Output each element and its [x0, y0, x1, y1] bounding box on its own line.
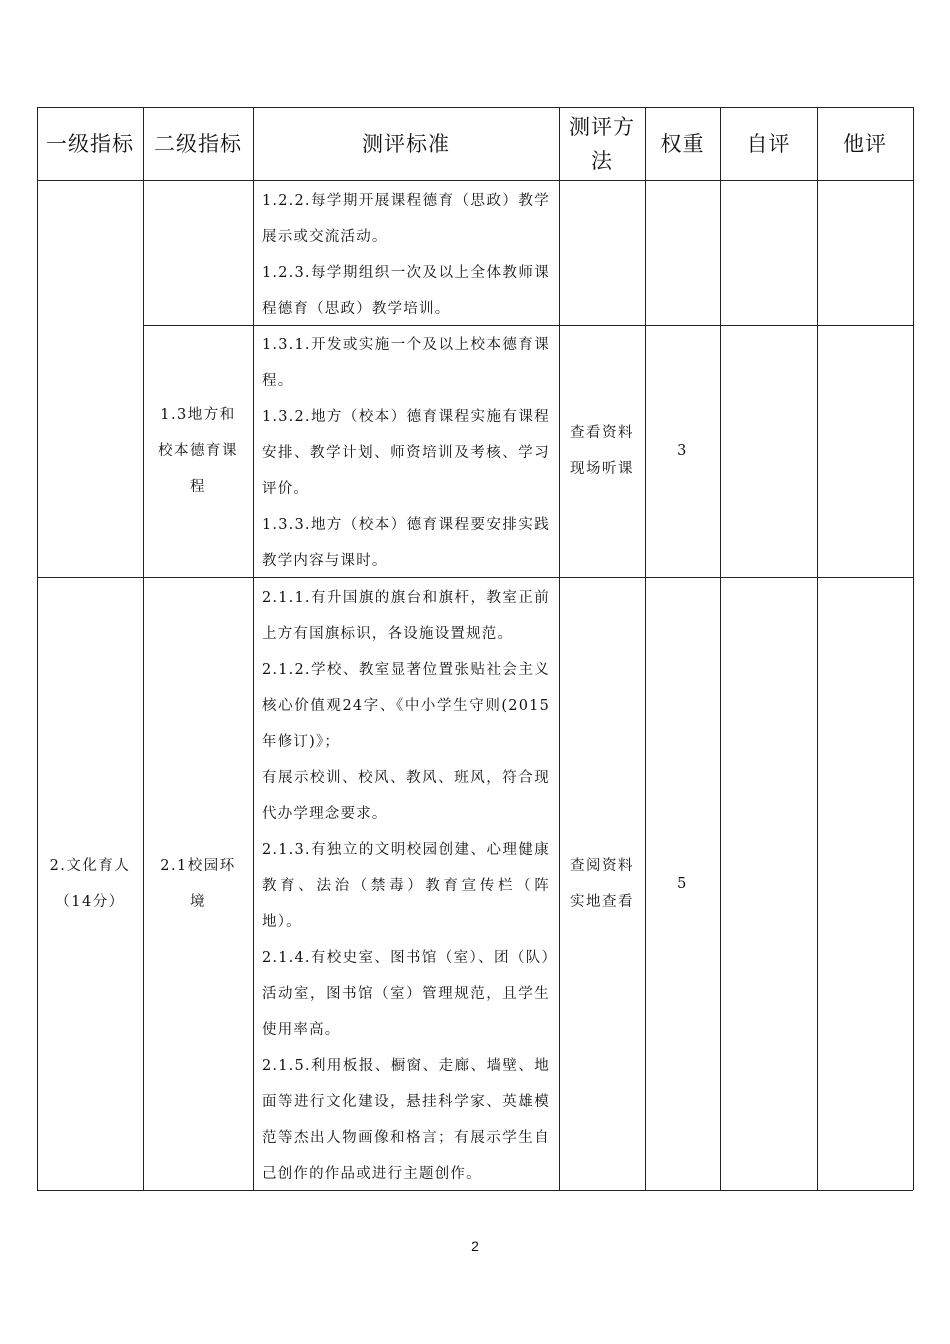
criteria-item: 1.2.2.每学期开展课程德育（思政）教学展示或交流活动。: [262, 193, 550, 245]
criteria-item: 2.1.2.学校、教室显著位置张贴社会主义核心价值观24字、《中小学生守则(2015年修订)》；: [262, 662, 550, 750]
header-method-line1: 测评方: [569, 114, 635, 139]
criteria-item: 1.3.1.开发或实施一个及以上校本德育课程。: [262, 337, 550, 389]
header-method-line2: 法: [591, 148, 613, 173]
header-other-eval-text: 他评: [843, 131, 887, 156]
method-line: 现场听课: [570, 461, 634, 477]
method-line: 查阅资料: [570, 857, 634, 874]
page-number: 2: [471, 1238, 479, 1254]
method-line: 实地查看: [570, 893, 634, 910]
criteria-item: 2.1.1.有升国旗的旗台和旗杆，教室正前上方有国旗标识，各设施设置规范。: [262, 590, 550, 642]
level2-line: 境: [190, 893, 206, 910]
level2-line: 1.3地方和: [160, 407, 236, 423]
header-criteria: [253, 107, 559, 180]
method-cell: [559, 325, 645, 577]
criteria-item: 1.3.3.地方（校本）德育课程要安排实践教学内容与课时。: [262, 517, 550, 569]
header-divider: [37, 180, 913, 181]
level2-cell: [143, 325, 253, 577]
header-method: [559, 107, 645, 180]
header-self-eval: [720, 107, 817, 180]
criteria-item: 1.2.3.每学期组织一次及以上全体教师课程德育（思政）教学培训。: [262, 265, 550, 317]
header-weight-text: 权重: [660, 131, 705, 156]
level2-line: 程: [190, 479, 206, 495]
criteria-item: 1.3.2.地方（校本）德育课程实施有课程安排、教学计划、师资培训及考核、学习评价。: [262, 409, 550, 497]
column-divider: [253, 107, 254, 1190]
level2-cell: [143, 577, 253, 1190]
criteria-cell: [262, 327, 550, 579]
table-border-right: [913, 107, 914, 1190]
level1-line: 2.文化育人: [49, 857, 131, 874]
criteria-cell: [262, 580, 550, 1192]
header-level1-text: 一级指标: [46, 131, 134, 156]
level1-line: （14分）: [55, 893, 125, 910]
criteria-item: 2.1.3.有独立的文明校园创建、心理健康教育、法治（禁毒）教育宣传栏（阵地）。: [262, 842, 550, 930]
criteria-item: 2.1.5.利用板报、橱窗、走廊、墙壁、地面等进行文化建设，悬挂科学家、英雄模范等杰出人物画像和格言；有展示学生自己创作的作品或进行主题创作。: [262, 1058, 550, 1182]
method-cell: [559, 577, 645, 1190]
criteria-item: 2.1.4.有校史室、图书馆（室）、团（队）活动室，图书馆（室）管理规范，且学生使用率高。: [262, 950, 550, 1038]
header-level2: [143, 107, 253, 180]
header-weight: [645, 107, 720, 180]
header-other-eval: [817, 107, 913, 180]
header-level2-text: 二级指标: [154, 131, 242, 156]
header-criteria-text: 测评标准: [362, 131, 450, 156]
weight-cell: [645, 325, 720, 577]
weight-value: 3: [677, 443, 688, 459]
method-line: 查看资料: [570, 425, 634, 441]
criteria-cell: [262, 183, 550, 327]
header-self-eval-text: 自评: [746, 131, 791, 156]
column-divider: [720, 107, 721, 1190]
weight-value: 5: [677, 875, 688, 892]
level2-line: 2.1校园环: [160, 857, 236, 874]
criteria-item: 有展示校训、校风、教风、班风，符合现代办学理念要求。: [262, 770, 550, 822]
level2-line: 校本德育课: [158, 443, 238, 459]
weight-cell: [645, 577, 720, 1190]
column-divider: [817, 107, 818, 1190]
header-level1: [37, 107, 143, 180]
level1-cell: [37, 577, 143, 1190]
